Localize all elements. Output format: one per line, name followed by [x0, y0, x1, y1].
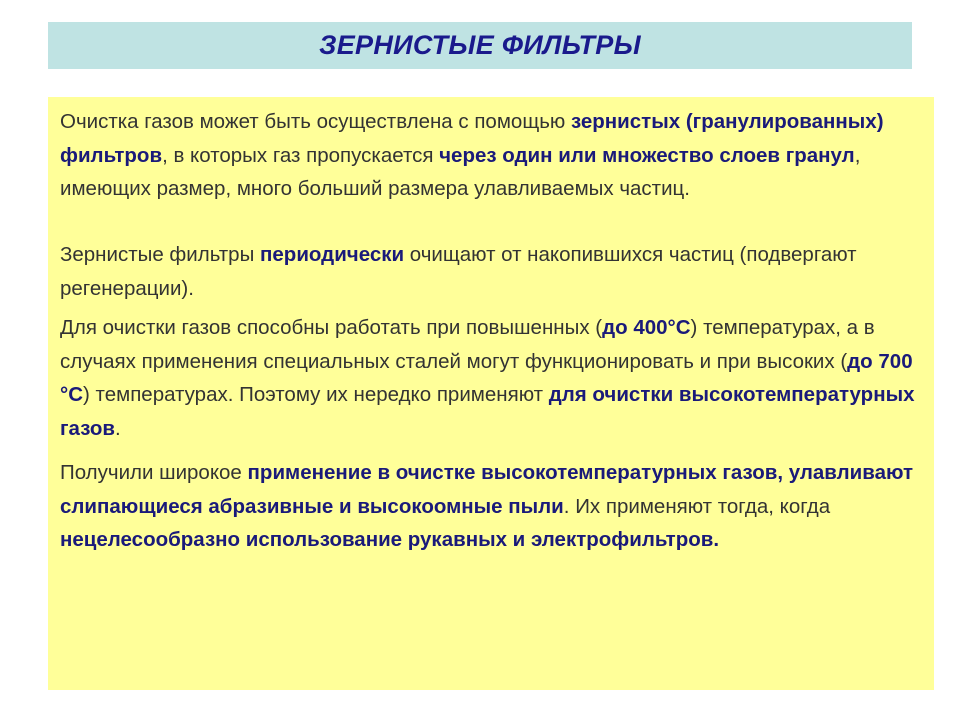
text-run: очищают от накопившихся частиц (подвергают регенерации). [60, 243, 857, 300]
text-run: ) температурах, а в случаях применения специальных сталей могут функционировать и при высоких ( [60, 316, 875, 373]
text-run: Для очистки газов способны работать при повышенных ( [60, 316, 603, 339]
text-run: Очистка газов может быть осуществлена с помощью [60, 110, 571, 133]
title-bar [48, 22, 912, 69]
text-run: Получили широкое [60, 461, 248, 484]
emphasis-run: применение в очистке высокотемпературных газов, улавливают слипающиеся абразивные и высокоомные пыли [60, 461, 914, 518]
text-run: , имеющих размер, много больший размера улавливаемых частиц. [60, 143, 861, 200]
text-run: . [115, 416, 121, 440]
slide-title: ЗЕРНИСТЫЕ ФИЛЬТРЫ [319, 30, 641, 60]
text-run: Зернистые фильтры [60, 243, 261, 266]
paragraph-2 [60, 238, 922, 305]
emphasis-run: периодически [260, 243, 405, 266]
emphasis-run: до 400°С [602, 316, 691, 339]
text-run: ) температурах. Поэтому их нередко применяют [83, 383, 549, 406]
paragraph-4 [60, 456, 922, 557]
text-run: . Их применяют тогда, когда [563, 494, 831, 518]
emphasis-run: нецелесообразно использование рукавных и электрофильтров. [60, 528, 720, 551]
content-box [48, 97, 934, 690]
emphasis-run: до 700 °С [60, 349, 913, 406]
paragraph-1 [60, 105, 922, 206]
emphasis-run: через один или множество слоев гранул [439, 143, 855, 167]
text-run: , в которых газ пропускается [162, 143, 440, 167]
emphasis-run: для очистки высокотемпературных газов [60, 383, 915, 440]
emphasis-run: зернистых (гранулированных) фильтров [60, 110, 884, 167]
paragraph-3 [60, 311, 922, 445]
